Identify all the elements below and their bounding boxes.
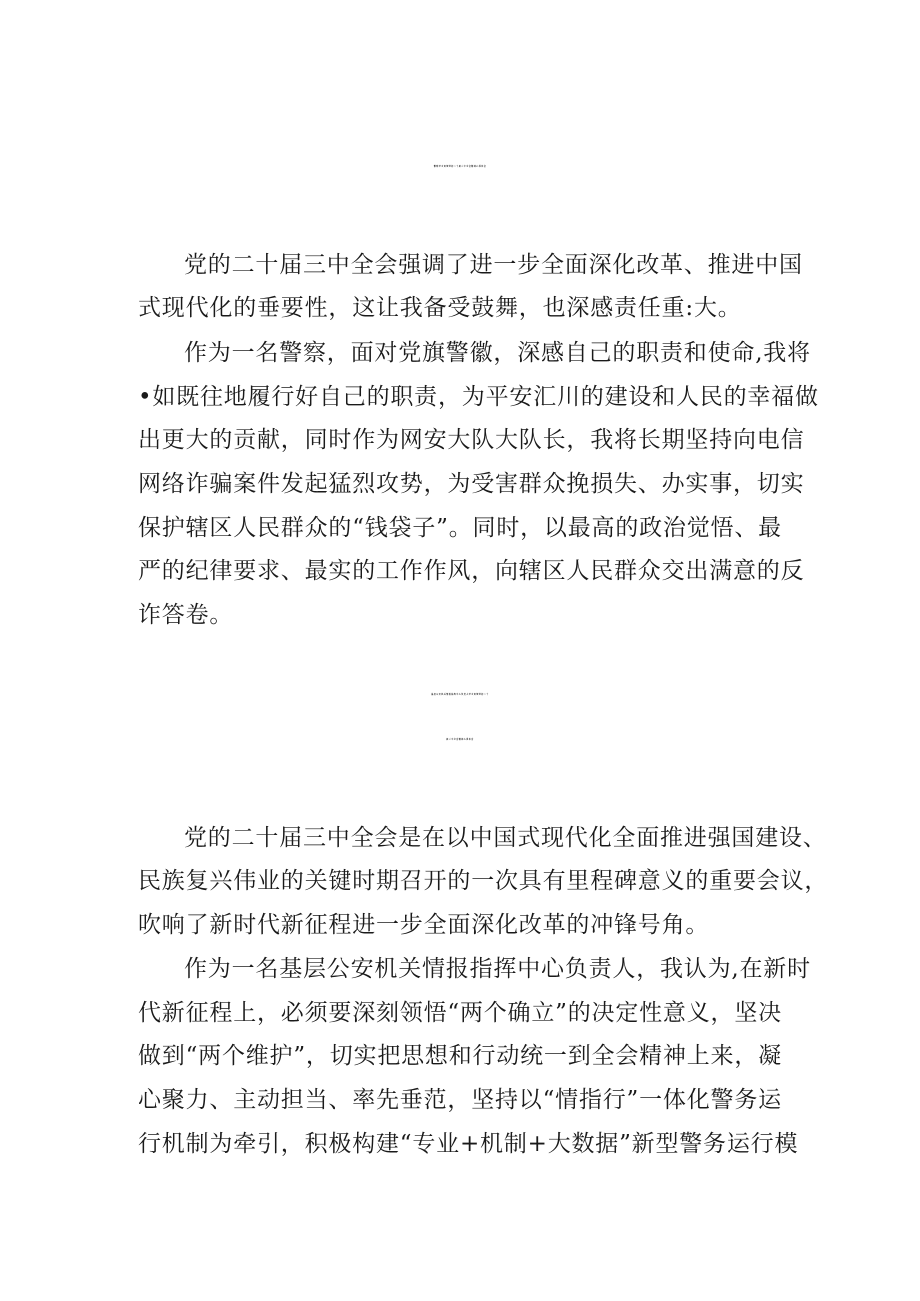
section2-line-2: 民族复兴伟业的关键时期召开的一次具有里程碑意义的重要会议， [138,868,829,894]
section1-line-7: 保护辖区人民群众的“钱袋子”。同时，以最高的政治觉悟、最 [138,515,782,541]
section2-line-8: 行机制为牵引，积极构建“专业+机制+大数据”新型警务运行模 [138,1131,799,1157]
section1-line-9: 诈答卷。 [138,602,234,628]
section2-line-5: 代新征程上，必须要深刻领悟“两个确立”的决定性意义，坚决 [138,1000,782,1026]
section1-line-2: 式现代化的垂要性，这让我备受鼓舞，也深感责任重:大。 [138,295,742,321]
section2-line-1: 党的二十届三中全会是在以中国式现代化全面推进强国建设、 [184,825,827,851]
section1-line-8: 严的纪律要求、最实的工作作风，向辖区人民群众交出满意的反 [138,558,805,584]
section2-line-3: 吹响了新时代新征程进一步全面深化改革的冲锋号角。 [138,912,710,938]
section1-line-3: 作为一名警察，面对党旗警徽，深感自己的职责和使命,我将 [184,340,811,366]
section2-line-4: 作为一名基层公安机关情报指挥中心负责人，我认为,在新时 [184,956,811,982]
section2-line-7: 心聚力、主动担当、率先垂范，坚持以“情指行”一体化警务运 [138,1087,782,1113]
section1-line-6: 网络诈骗案件发起猛烈攻势，为受害群众挽损失、办实事，切实 [138,471,805,497]
section2-title-line-1: 基层公安机关情报指挥中心负责人学习贯彻党的二十 [431,694,489,696]
section1-line-1: 党的二十届三中全会强调了进一步全面深化改革、推进中国 [184,252,803,278]
section1-line-5: 出更大的贡献，同时作为网安大队大队长，我将长期坚持向电信 [138,427,805,453]
section1-line-4: •如既往地履行好自己的职责，为平安汇川的建设和人民的幸福做 [138,384,819,410]
section1-title: 警察学习贯彻党的二十届三中全会精神心得体会 [433,166,487,168]
section2-title-line-2: 届三中全会精神心得体会 [446,739,474,741]
section2-line-6: 做到“两个维护”，切实把思想和行动统一到全会精神上来，凝 [138,1043,782,1069]
